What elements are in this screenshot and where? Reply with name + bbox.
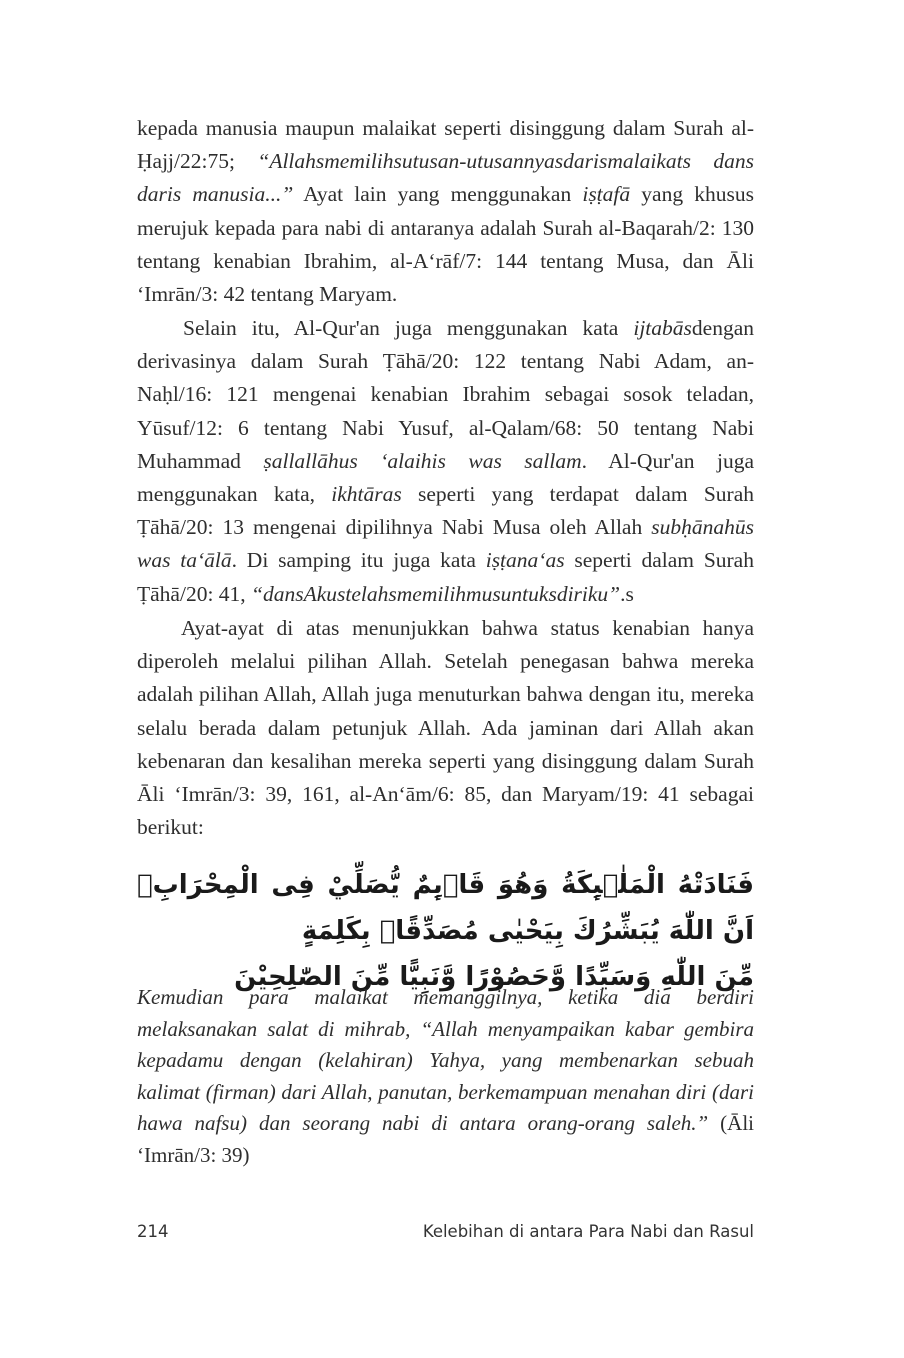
quran-verse: [137, 862, 754, 1000]
text: kepada manusia maupun malaikat seperti disinggung dalam Surah al-Ḥajj/22:75;: [137, 116, 754, 174]
term: ijtabās: [633, 316, 692, 340]
text: Ayat lain yang menggunakan: [293, 182, 583, 207]
text: dengan derivasinya dalam Surah Ṭāhā/20: 122 tentang Nabi Adam, an-Naḥl/16: 121 mengenai kenabian Ibrahim sebagai sosok teladan, Yūsuf/12: 6 tentang Nabi Yusuf, al-Qalam/68: 50 tentang Nabi Muhammad: [137, 316, 754, 473]
text: seperti dalam Surah Ṭāhā/20: 41,: [137, 548, 754, 606]
term: iṣṭafā: [582, 182, 631, 207]
page-footer: [137, 1222, 754, 1241]
text: yang khusus merujuk kepada para nabi di antaranya adalah Surah al-Baqarah/2: 130 tentang kenabian Ibrahim, al-A‘rāf/7: 144 tentang Musa, dan Āli ‘Imrān/3: 42 tentang Maryam.: [137, 182, 754, 307]
quote: “dansAkustelahsmemilihmusuntuksdiriku”: [251, 581, 621, 606]
text: . Al-Qur'an juga menggunakan kata,: [137, 448, 754, 507]
text: seperti yang terdapat dalam Surah Ṭāhā/20: 13 mengenai dipilihnya Nabi Musa oleh Allah: [137, 482, 754, 540]
honorific: ṣallallāhus ‘alaihis was sallam: [263, 448, 582, 473]
text: Selain itu, Al-Qur'an juga menggunakan kata: [183, 316, 634, 340]
running-title: Kelebihan di antara Para Nabi dan Rasul: [422, 1222, 754, 1241]
honorific: subḥānahūs was ta‘ālā: [137, 515, 754, 573]
paragraph-2: [137, 312, 754, 611]
verse-line-2: مِّنَ اللّٰهِ وَسَيِّدًا وَّحَصُوْرًا وَّنَبِيًّا مِّنَ الصّٰلِحِيْنَ: [234, 962, 754, 992]
verse-translation: [137, 982, 754, 1172]
text: Ayat-ayat di atas menunjukkan bahwa status kenabian hanya diperoleh melalui pilihan Allah. Setelah penegasan bahwa mereka adalah pilihan Allah, Allah juga menuturkan bahwa dengan itu, mereka selalu berada dalam petunjuk Allah. Ada jaminan dari Allah akan kebenaran dan kesalihan mereka seperti yang disinggung dalam Surah Āli ‘Imrān/3: 39, 161, al-An‘ām/6: 85, dan Maryam/19: 41 sebagai berikut:: [137, 616, 754, 840]
term: ikhtāras: [331, 482, 402, 507]
paragraph-1: [137, 112, 754, 311]
text: . Di samping itu juga kata: [231, 548, 486, 573]
text: .s: [620, 581, 634, 606]
page-number: 214: [137, 1222, 169, 1241]
quote: “Allahsmemilihsutusan-utusannyasdarismalaikats dans daris manusia...”: [137, 149, 754, 207]
paragraph-3: [137, 612, 754, 844]
verse-line-1: فَنَادَتْهُ الْمَلٰۤىِٕكَةُ وَهُوَ قَاۤىِٕمٌ يُّصَلِّيْ فِى الْمِحْرَابِۙ اَنَّ اللّٰهَ يُبَشِّرُكَ بِيَحْيٰى مُصَدِّقًاۢ بِكَلِمَةٍ: [137, 870, 754, 946]
translation-text: Kemudian para malaikat memanggilnya, ketika dia berdiri melaksanakan salat di mihrab, “Allah menyampaikan kabar gembira kepadamu dengan (kelahiran) Yahya, yang membenarkan sebuah kalimat (firman) dari Allah, panutan, berkemampuan menahan diri (dari hawa nafsu) dan seorang nabi di antara orang-orang saleh.”: [137, 985, 754, 1136]
term: iṣṭana‘as: [485, 548, 565, 573]
verse-reference: (Āli ‘Imrān/3: 39): [137, 1111, 754, 1167]
